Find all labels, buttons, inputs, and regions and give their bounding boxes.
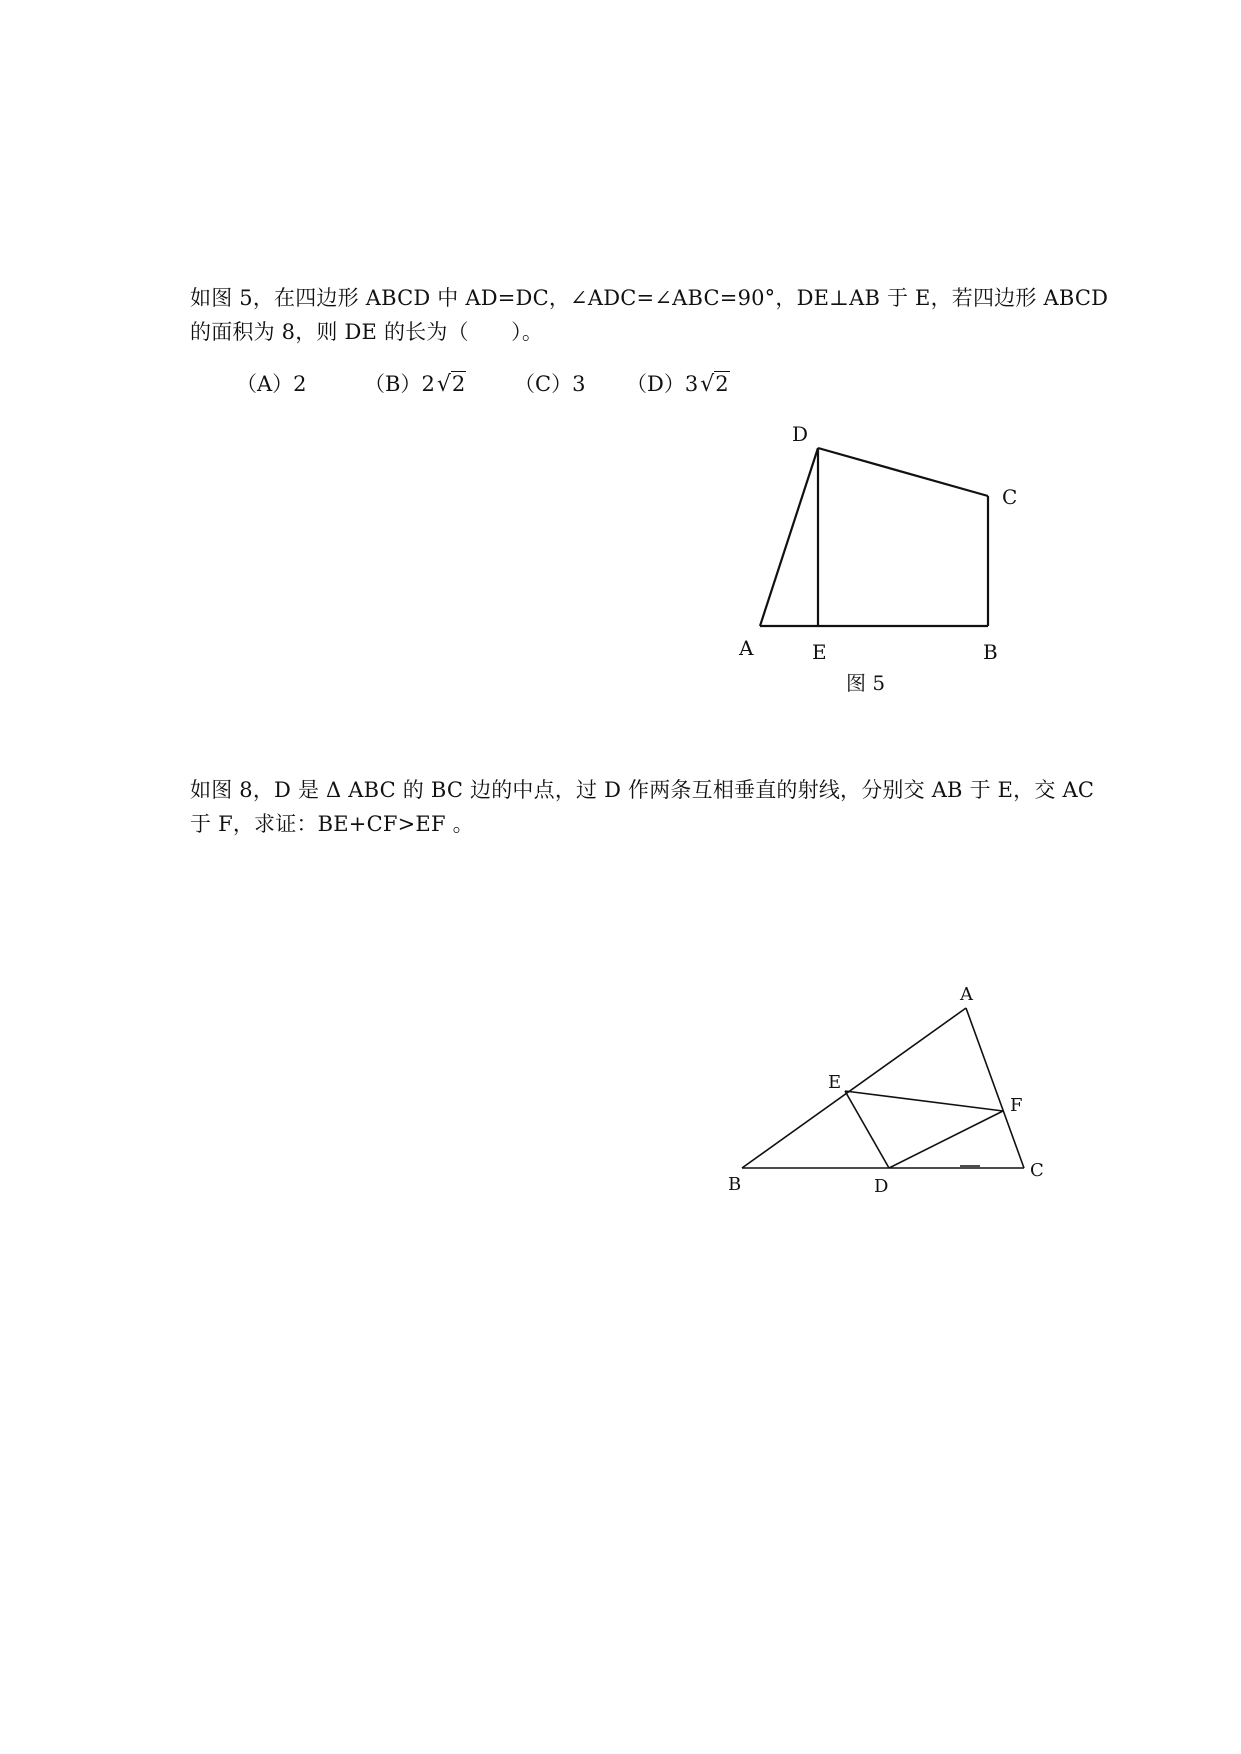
segment-dc xyxy=(818,448,988,496)
choice-d-label: （D） xyxy=(626,372,685,396)
segment-ac xyxy=(966,1008,1024,1168)
choice-b-value: 2 xyxy=(421,372,435,396)
choice-b xyxy=(364,368,466,398)
problem2-line2: 于 F，求证：BE+CF>EF 。 xyxy=(190,812,474,836)
label-d: D xyxy=(874,1176,889,1197)
label-a: A xyxy=(960,984,973,1005)
label-c: C xyxy=(1030,1160,1044,1181)
choice-d xyxy=(626,368,730,398)
choice-c-value: 3 xyxy=(572,372,586,396)
label-f: F xyxy=(1010,1095,1023,1116)
label-c: C xyxy=(1002,485,1018,509)
choice-d-radicand: 2 xyxy=(715,372,729,396)
choice-b-label: （B） xyxy=(364,372,422,396)
label-b: B xyxy=(983,640,998,664)
problem1-line2: 的面积为 8，则 DE 的长为（ ）。 xyxy=(190,320,544,344)
choice-a xyxy=(236,368,307,398)
problem2-line1: 如图 8，D 是 Δ ABC 的 BC 边的中点，过 D 作两条互相垂直的射线，分别交 AB 于 E，交 AC xyxy=(190,778,1095,802)
segment-ef xyxy=(845,1091,1003,1111)
choice-b-radicand: 2 xyxy=(451,372,466,396)
figure-5-caption: 图 5 xyxy=(846,671,886,695)
choice-a-value: 2 xyxy=(293,372,307,396)
sqrt-symbol: √2 xyxy=(700,372,729,397)
sqrt-symbol: √2 xyxy=(436,372,466,397)
label-d: D xyxy=(792,422,809,446)
choice-c-label: （C） xyxy=(514,372,573,396)
choice-a-label: （A） xyxy=(236,372,294,396)
segment-df xyxy=(889,1111,1003,1168)
choice-d-value: 3 xyxy=(684,372,699,396)
problem1-line1: 如图 5，在四边形 ABCD 中 AD=DC，∠ADC=∠ABC=90°，DE⊥AB 于 E，若四边形 ABCD xyxy=(190,286,1109,310)
label-e: E xyxy=(812,640,827,664)
segment-ba xyxy=(742,1008,966,1168)
label-e: E xyxy=(828,1072,842,1093)
label-b: B xyxy=(728,1174,742,1195)
segment-ad xyxy=(760,448,818,626)
segment-ed xyxy=(845,1091,889,1168)
label-a: A xyxy=(739,636,754,660)
choice-c xyxy=(514,368,585,398)
